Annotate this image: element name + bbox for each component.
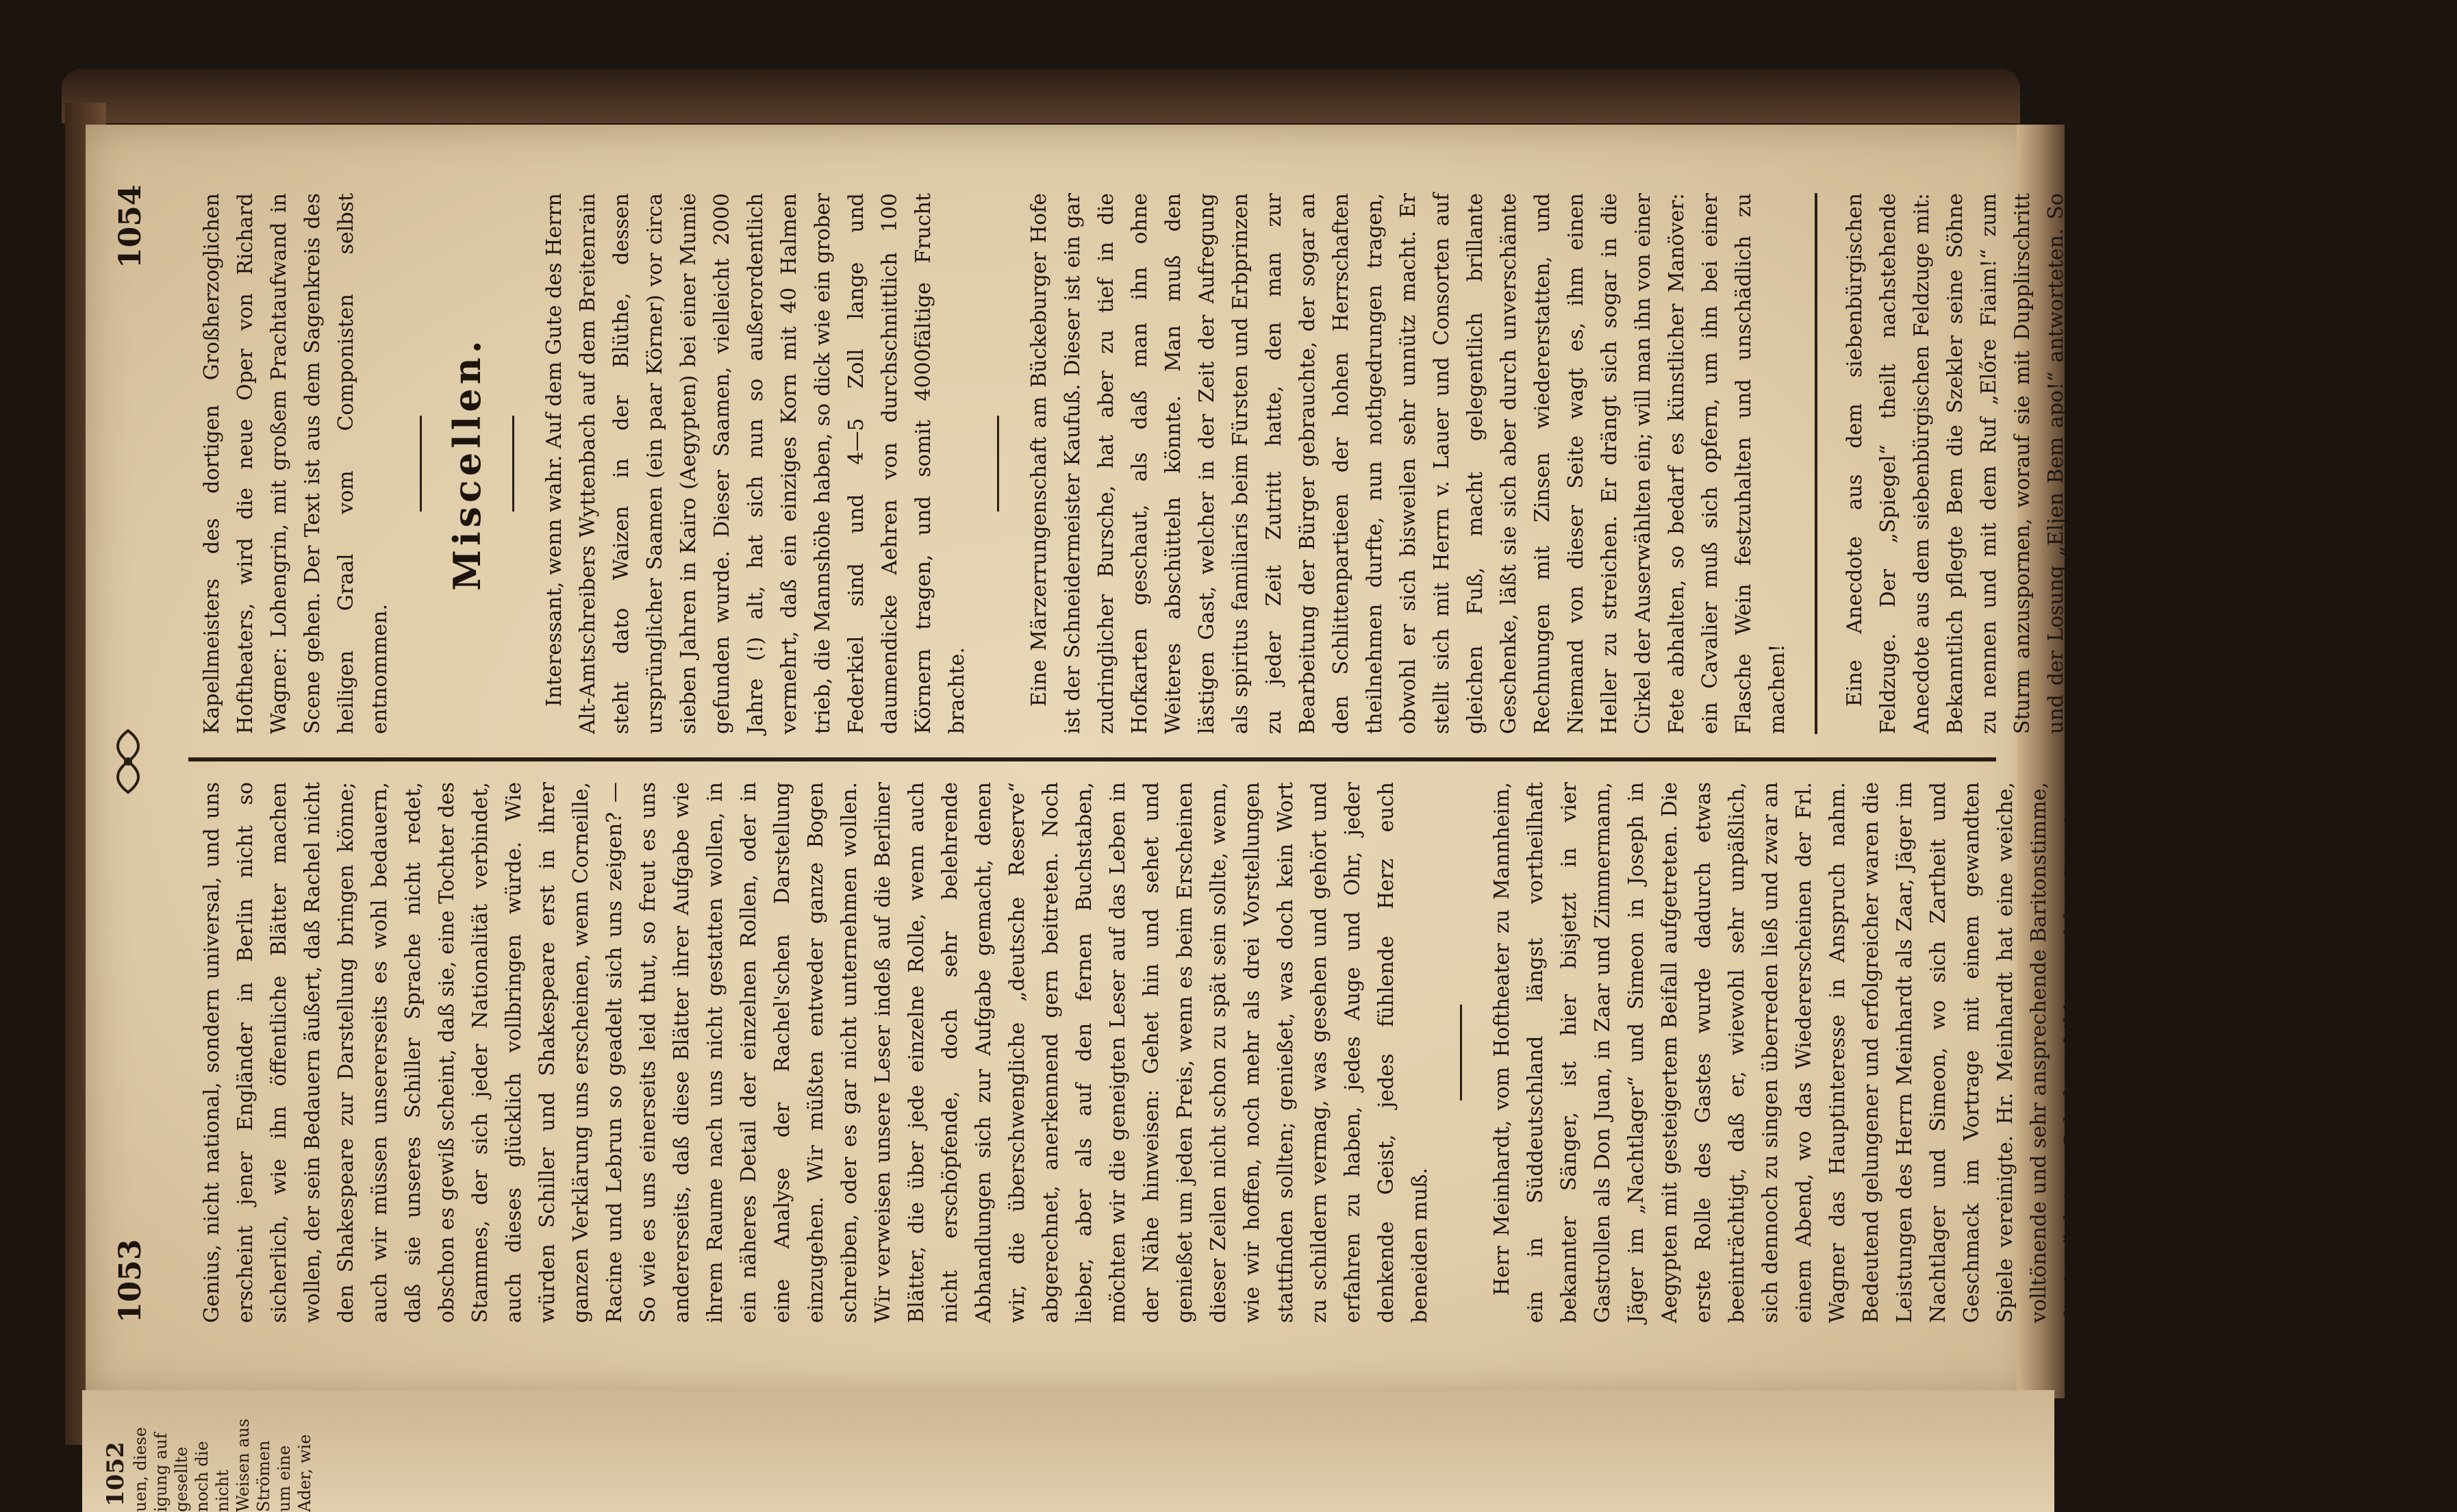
left-column bbox=[195, 782, 2421, 1323]
paragraph-rachel: Genius, nicht national, sondern universal, und uns erscheint jener Engländer in Berlin nicht so sicherlich, wie ihn öffentliche Blätter machen wollen, der sein Bedauern äußert, daß Rachel nicht den Shakespeare zur Darstellung bringen könne; auch wir müssen unsererseits es wohl bedauern, daß sie unseres Schiller Sprache nicht redet, obschon es gewiß scheint, daß sie, eine Tochter des Stammes, der sich jeder Nationalität verbindet, auch dieses glücklich vollbringen würde. Wie würden Schiller und Shakespeare erst in ihrer ganzen Verklärung uns erscheinen, wenn Corneille, Racine und Lebrun so geadelt sich uns zeigen? — So wie es uns einerseits leid thut, so freut es uns andererseits, daß diese Blätter ihrer Aufgabe wie ihrem Raume nach uns nicht gestatten wollen, in ein näheres Detail der einzelnen Rollen, oder in eine Analyse der Rachel'schen Darstellung einzugehen. Wir müßten entweder ganze Bogen schreiben, oder es gar nicht unternehmen wollen. Wir verweisen unsere Leser indeß auf die Berliner Blätter, die über jede einzelne Rolle, wenn auch nicht erschöpfende, doch sehr belehrende Abhandlungen sich zur Aufgabe gemacht, denen wir, die überschwengliche „deutsche Reserve“ abgerechnet, anerkennend gern beitreten. Noch lieber, aber als auf den fernen Buchstaben, möchten wir die geneigten Leser auf das Leben in der Nähe hinweisen: Gehet hin und sehet und genießet um jeden Preis, wenn es beim Erscheinen dieser Zeilen nicht schon zu spät sein sollte, wenn, wie wir hoffen, noch mehr als drei Vorstellungen stattfinden sollten; genießet, was doch kein Wort zu schildern vermag, was gesehen und gehört und erfahren zu haben, jedes Auge und Ohr, jeder denkende Geist, jedes fühlende Herz euch beneiden muß. bbox=[200, 782, 1432, 1323]
paragraph-lohengrin: Richard Wagners Lohengrin. Den 28. nächsten Monats findet in Weimar eine großartige Feier zur Erinnerung des Geburtstages Wolfgang von Göthe's statt. Unter Leitung Franz Liszt's, bbox=[2277, 782, 2402, 1323]
previous-page-line: igung auf bbox=[151, 1433, 171, 1512]
paragraph-lohengrin-cont: Kapellmeisters des dortigen Großherzoglichen Hoftheaters, wird die neue Oper von Richard Wagner: Lohengrin, mit großem Prachtaufwand in Scene gehen. Der Text ist aus dem Sagenkreis des heiligen Graal vom Componisten selbst entnommen. bbox=[200, 193, 392, 734]
section-heading: Miscellen. bbox=[445, 336, 489, 591]
page-number-right: 1054 bbox=[113, 184, 148, 268]
previous-page-line: noch die bbox=[192, 1441, 212, 1512]
previous-page-strip bbox=[102, 1397, 314, 1512]
previous-page-line: Strömen bbox=[254, 1440, 273, 1512]
section-rule-full bbox=[1815, 193, 1817, 734]
paragraph-mumie-weizen: Interessant, wenn wahr. Auf dem Gute des Herrn Alt-Amtschreibers Wyttenbach auf dem Breitenrain steht dato Waizen in der Blüthe, dessen ursprünglicher Saamen (ein paar Körner) vor circa sieben Jahren in Kairo (Aegypten) bei einer Mumie gefunden wurde. Dieser Saamen, vielleicht 2000 Jahre (!) alt, hat sich nun so außerordentlich vermehrt, daß ein einziges Korn mit 40 Halmen trieb, die Mannshöhe haben, so dick wie ein grober Federkiel sind und 4—5 Zoll lange und daumendicke Aehren von durchschnittlich 100 Körnern tragen, und somit 4000fältige Frucht brachte. bbox=[542, 193, 969, 734]
previous-page-line: uen, diese bbox=[131, 1426, 150, 1512]
page-number-left: 1053 bbox=[113, 1239, 148, 1323]
paragraph-meinhardt: Herr Meinhardt, vom Hoftheater zu Mannheim, ein in Süddeutschland längst vortheilhaft bekannter Sänger, ist hier bisjetzt in vier Gastrollen als Don Juan, in Zaar und Zimmermann, Jäger im „Nachtlager“ und Simeon in Joseph in Aegypten mit gesteigertem Beifall aufgetreten. Die erste Rolle des Gastes wurde dadurch etwas beeinträchtigt, daß er, wiewohl sehr unpäßlich, sich dennoch zu singen überreden ließ und zwar an einem Abend, wo das Wiedererscheinen der Frl. Wagner das Hauptinteresse in Anspruch nahm. Bedeutend gelungener und erfolgreicher waren die Leistungen des Herrn Meinhardt als Zaar, Jäger im Nachtlager und Simeon, wo sich Zartheit und Geschmack im Vortrage mit einem gewandten Spiele vereinigte. Hr. Meinhardt hat eine weiche, volltönende und sehr ansprechende Baritonstimme, die in tüchtiger Schule gebildet, und hat in seiner Gesangmethode einen bedeutenden Vorzug, er schreit niemals, sondern benutzt seine Mittel mit besonnener Mäßigung. Dem Vernehmen nach ist Herr Meinhardt bestimmt, den abgegangenen Herrn Karl Becker zu ersetzen. bbox=[1490, 782, 2252, 1323]
section-rule bbox=[512, 416, 514, 512]
previous-page-line: um eine bbox=[275, 1445, 294, 1512]
ornament-icon bbox=[113, 727, 143, 796]
previous-page-number: 1052 bbox=[102, 1441, 129, 1507]
previous-page-line: Weisen aus bbox=[234, 1418, 253, 1512]
previous-page-edge bbox=[82, 1390, 2054, 1512]
column-divider bbox=[188, 757, 1996, 761]
paragraph-bueckeburg: Eine Märzerrungenschaft am Bückeburger Hofe ist der Schneidermeister Kaufuß. Dieser ist ein gar zudringlicher Bursche, hat aber zu tief in die Hofkarten geschaut, als daß man ihn ohne Weiteres abschütteln könnte. Man muß den lästigen Gast, welcher in der Zeit der Aufregung als spiritus familiaris beim Fürsten und Erbprinzen zu jeder Zeit Zutritt hatte, den man zur Bearbeitung der Bürger gebrauchte, der sogar an den Schlittenpartieen der hohen Herrschaften theilnehmen durfte, nun nothgedrungen tragen, obwohl er sich bisweilen sehr unnütz macht. Er stellt sich mit Herrn v. Lauer und Consorten auf gleichen Fuß, macht gelegentlich brillante Geschenke, läßt sie sich aber durch unverschämte Rechnungen mit Zinsen wiedererstatten, und Niemand von dieser Seite wagt es, ihm einen Heller zu streichen. Er drängt sich sogar in die Cirkel der Auserwählten ein; will man ihn von einer Fete abhalten, so bedarf es künstlicher Manöver: ein Cavalier muß sich opfern, um ihn bei einer Flasche Wein festzuhalten und unschädlich zu machen! bbox=[1027, 193, 1789, 734]
previous-page-line: nicht bbox=[213, 1470, 232, 1512]
right-column bbox=[195, 193, 2457, 734]
rotated-page-content bbox=[86, 125, 2437, 1398]
book-top-edge bbox=[62, 68, 2020, 123]
previous-page-line: gesellte bbox=[172, 1446, 191, 1512]
paragraph-anecdote: Eine Anecdote aus dem siebenbürgischen Feldzuge. Der „Spiegel“ theilt nachstehende Anecdote aus dem siebenbürgischen Feldzuge mit: Bekanntlich pflegte Bem die Szekler seine Söhne zu nennen und mit dem Ruf „Előre Fiaim!“ zum Sturm anzuspornen, worauf sie mit Dupplirschritt und der Losung „Eljen Bem apo!“ antworteten. So entstand außer Dienst eine gewisse Vertraulichkeit; als nun bei Szaczka der Regen in Strömen fiel und alle Szekler durchnäßte, kam ein Szekler herbei und putzte bei dem Scheine derselben mit einem Zipfel von Bem's bekanntem, alle Feldzüge überdauernden Honvédmantel sein Gewehrschloß. Dies gefiel dem alten Polen so, daß er dem Szekler eine Banknote von fünf Gulden schenkte. Dies Douceur wäre ihm jedoch bald theuer zu stehen gekommen, denn es schlich sich nun Szekle bbox=[1843, 193, 2437, 734]
section-rule bbox=[420, 416, 422, 512]
previous-page-line: Ader, wie bbox=[295, 1434, 314, 1512]
section-rule bbox=[1460, 1005, 1462, 1100]
section-rule bbox=[997, 416, 999, 512]
